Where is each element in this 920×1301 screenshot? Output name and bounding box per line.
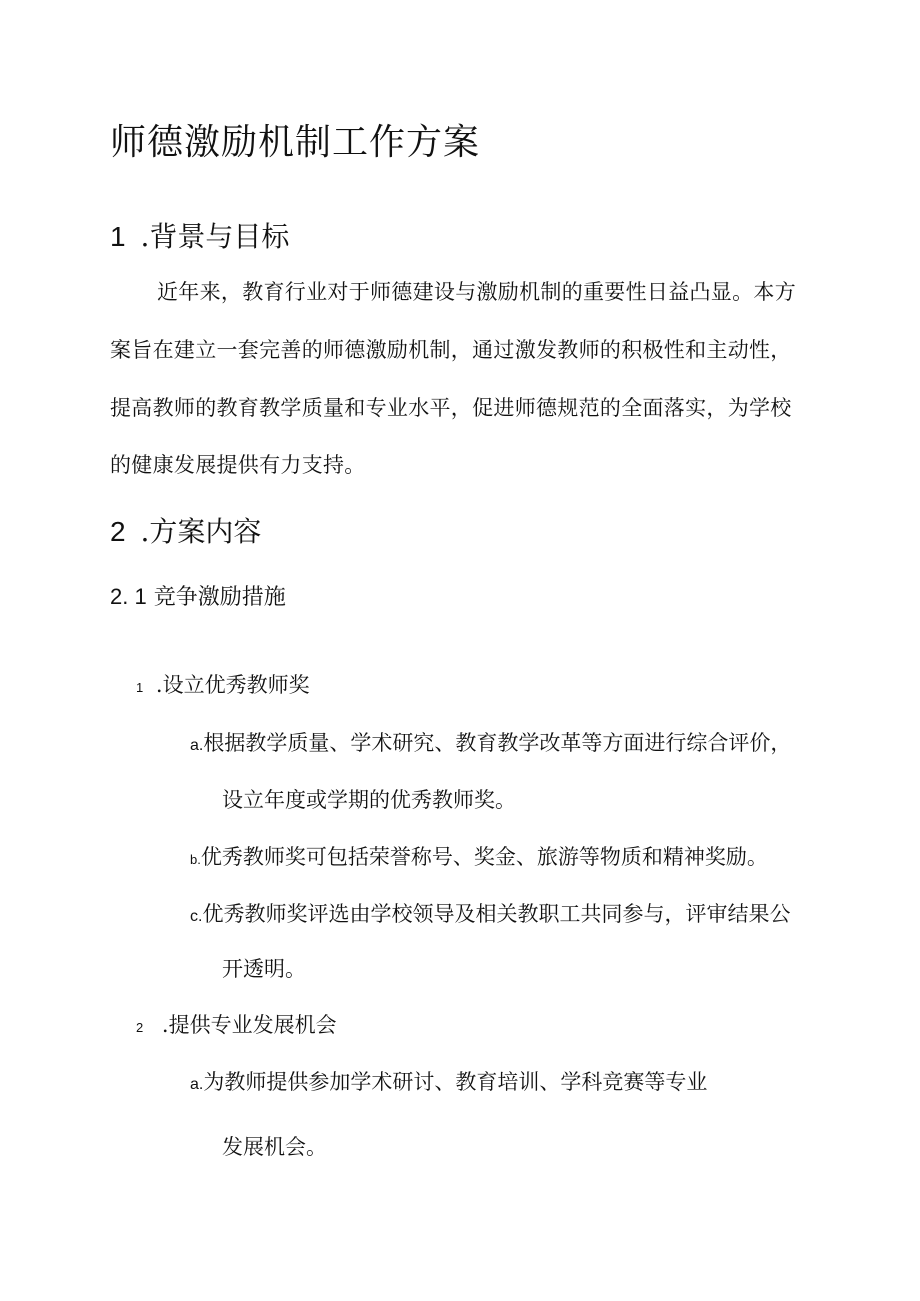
subitem-text: 根据教学质量、学术研究、教育教学改革等方面进行综合评价，: [203, 731, 792, 755]
list-item-number: 1: [136, 680, 144, 695]
subitem-text: 优秀教师奖可包括荣誉称号、奖金、旅游等物质和精神奖励。: [200, 845, 768, 869]
list-subitem: [190, 841, 768, 871]
list-item-label: .设立优秀教师奖: [155, 673, 310, 697]
list-item-heading: [136, 669, 310, 699]
subitem-text: 优秀教师奖评选由学校领导及相关教职工共同参与，评审结果公: [202, 902, 791, 926]
subsection-title: 竞争激励措施: [153, 585, 286, 610]
section-2-heading: [110, 510, 261, 550]
paragraph-line: 案旨在建立一套完善的师德激励机制，通过激发教师的积极性和主动性，: [110, 338, 792, 362]
section-title: .方案内容: [140, 515, 262, 548]
list-item-number: 2: [136, 1020, 144, 1035]
section-1-heading: [110, 215, 289, 255]
paragraph-line: 近年来，教育行业对于师德建设与激励机制的重要性日益凸显。本方: [157, 280, 796, 304]
subitem-letter: a.: [190, 737, 204, 754]
list-item-label: .提供专业发展机会: [161, 1013, 337, 1037]
section-number: 2: [110, 516, 126, 547]
section-title: .背景与目标: [140, 220, 290, 253]
list-item-heading: [136, 1009, 337, 1039]
document-title: 师德激励机制工作方案: [110, 122, 481, 163]
paragraph-line: 的健康发展提供有力支持。: [110, 453, 366, 477]
subitem-letter: a.: [190, 1076, 204, 1093]
list-subitem: [190, 1066, 707, 1096]
section-number: 1: [110, 221, 126, 252]
subsection-number: 2. 1: [110, 584, 147, 609]
list-subitem: [190, 898, 790, 928]
subitem-letter: b.: [190, 852, 201, 867]
subitem-continuation: 发展机会。: [222, 1135, 327, 1159]
subsection-heading: [110, 580, 286, 611]
subitem-text: 为教师提供参加学术研讨、教育培训、学科竞赛等专业: [203, 1070, 708, 1094]
subitem-letter: c.: [190, 908, 203, 925]
subitem-continuation: 设立年度或学期的优秀教师奖。: [222, 788, 516, 812]
list-subitem: [190, 727, 791, 757]
subitem-continuation: 开透明。: [222, 957, 306, 981]
paragraph-line: 提高教师的教育教学质量和专业水平，促进师德规范的全面落实，为学校: [110, 396, 792, 420]
